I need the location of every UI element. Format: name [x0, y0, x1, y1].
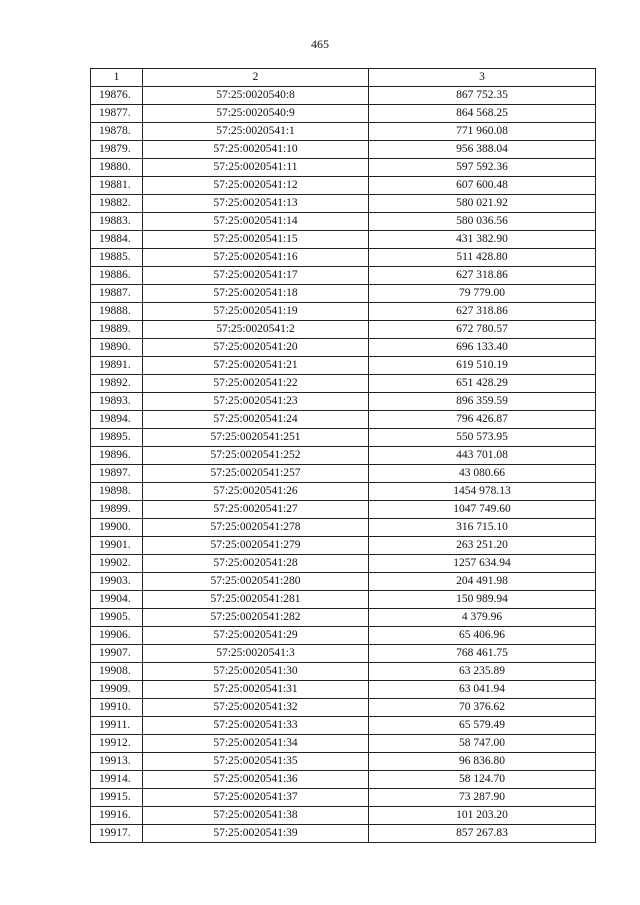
table-row	[91, 483, 596, 501]
cadastral-number-cell: 57:25:0020541:3	[143, 645, 369, 663]
value-cell: 597 592.36	[369, 159, 596, 177]
value-cell: 864 568.25	[369, 105, 596, 123]
row-number-cell: 19910.	[91, 699, 143, 717]
row-number-cell: 19894.	[91, 411, 143, 429]
row-number-cell: 19886.	[91, 267, 143, 285]
value-cell: 63 041.94	[369, 681, 596, 699]
value-cell: 1257 634.94	[369, 555, 596, 573]
value-cell: 73 287.90	[369, 789, 596, 807]
cadastral-number-cell: 57:25:0020541:280	[143, 573, 369, 591]
cadastral-number-cell: 57:25:0020541:12	[143, 177, 369, 195]
value-cell: 204 491.98	[369, 573, 596, 591]
value-cell: 65 579.49	[369, 717, 596, 735]
cadastral-number-cell: 57:25:0020541:17	[143, 267, 369, 285]
cadastral-number-cell: 57:25:0020541:282	[143, 609, 369, 627]
column-header-2: 2	[143, 69, 369, 87]
value-cell: 443 701.08	[369, 447, 596, 465]
value-cell: 619 510.19	[369, 357, 596, 375]
cadastral-number-cell: 57:25:0020541:27	[143, 501, 369, 519]
cadastral-number-cell: 57:25:0020541:26	[143, 483, 369, 501]
value-cell: 263 251.20	[369, 537, 596, 555]
value-cell: 796 426.87	[369, 411, 596, 429]
row-number-cell: 19905.	[91, 609, 143, 627]
value-cell: 431 382.90	[369, 231, 596, 249]
cadastral-number-cell: 57:25:0020541:36	[143, 771, 369, 789]
row-number-cell: 19902.	[91, 555, 143, 573]
table-row	[91, 285, 596, 303]
cadastral-number-cell: 57:25:0020541:20	[143, 339, 369, 357]
table-row	[91, 735, 596, 753]
value-cell: 58 747.00	[369, 735, 596, 753]
value-cell: 150 989.94	[369, 591, 596, 609]
table-row	[91, 645, 596, 663]
data-table	[90, 68, 596, 843]
cadastral-number-cell: 57:25:0020541:279	[143, 537, 369, 555]
table-row	[91, 159, 596, 177]
value-cell: 580 021.92	[369, 195, 596, 213]
cadastral-number-cell: 57:25:0020541:28	[143, 555, 369, 573]
cadastral-number-cell: 57:25:0020541:30	[143, 663, 369, 681]
cadastral-number-cell: 57:25:0020541:37	[143, 789, 369, 807]
value-cell: 101 203.20	[369, 807, 596, 825]
value-cell: 1047 749.60	[369, 501, 596, 519]
row-number-cell: 19885.	[91, 249, 143, 267]
cadastral-number-cell: 57:25:0020541:2	[143, 321, 369, 339]
value-cell: 607 600.48	[369, 177, 596, 195]
value-cell: 696 133.40	[369, 339, 596, 357]
cadastral-number-cell: 57:25:0020541:24	[143, 411, 369, 429]
value-cell: 651 428.29	[369, 375, 596, 393]
cadastral-number-cell: 57:25:0020541:33	[143, 717, 369, 735]
table-header-row	[91, 69, 596, 87]
row-number-cell: 19903.	[91, 573, 143, 591]
cadastral-number-cell: 57:25:0020541:29	[143, 627, 369, 645]
table-row	[91, 627, 596, 645]
row-number-cell: 19891.	[91, 357, 143, 375]
table-row	[91, 321, 596, 339]
cadastral-number-cell: 57:25:0020541:16	[143, 249, 369, 267]
table-row	[91, 411, 596, 429]
table-row	[91, 609, 596, 627]
value-cell: 768 461.75	[369, 645, 596, 663]
table-row	[91, 339, 596, 357]
value-cell: 96 836.80	[369, 753, 596, 771]
row-number-cell: 19904.	[91, 591, 143, 609]
row-number-cell: 19878.	[91, 123, 143, 141]
row-number-cell: 19908.	[91, 663, 143, 681]
row-number-cell: 19898.	[91, 483, 143, 501]
row-number-cell: 19887.	[91, 285, 143, 303]
table-row	[91, 771, 596, 789]
cadastral-number-cell: 57:25:0020541:19	[143, 303, 369, 321]
page-number: 465	[311, 37, 329, 51]
cadastral-number-cell: 57:25:0020541:257	[143, 465, 369, 483]
cadastral-number-cell: 57:25:0020541:34	[143, 735, 369, 753]
table-row	[91, 267, 596, 285]
row-number-cell: 19882.	[91, 195, 143, 213]
row-number-cell: 19879.	[91, 141, 143, 159]
row-number-cell: 19911.	[91, 717, 143, 735]
row-number-cell: 19884.	[91, 231, 143, 249]
row-number-cell: 19906.	[91, 627, 143, 645]
value-cell: 627 318.86	[369, 267, 596, 285]
table-row	[91, 87, 596, 105]
table-body	[91, 87, 596, 843]
row-number-cell: 19914.	[91, 771, 143, 789]
row-number-cell: 19909.	[91, 681, 143, 699]
value-cell: 511 428.80	[369, 249, 596, 267]
table-row	[91, 123, 596, 141]
cadastral-number-cell: 57:25:0020541:11	[143, 159, 369, 177]
value-cell: 896 359.59	[369, 393, 596, 411]
cadastral-number-cell: 57:25:0020541:252	[143, 447, 369, 465]
value-cell: 316 715.10	[369, 519, 596, 537]
cadastral-number-cell: 57:25:0020541:31	[143, 681, 369, 699]
row-number-cell: 19896.	[91, 447, 143, 465]
row-number-cell: 19915.	[91, 789, 143, 807]
table-row	[91, 213, 596, 231]
row-number-cell: 19917.	[91, 825, 143, 843]
row-number-cell: 19889.	[91, 321, 143, 339]
cadastral-number-cell: 57:25:0020541:281	[143, 591, 369, 609]
row-number-cell: 19901.	[91, 537, 143, 555]
value-cell: 956 388.04	[369, 141, 596, 159]
cadastral-number-cell: 57:25:0020541:22	[143, 375, 369, 393]
table-row	[91, 663, 596, 681]
row-number-cell: 19907.	[91, 645, 143, 663]
column-header-3: 3	[369, 69, 596, 87]
row-number-cell: 19900.	[91, 519, 143, 537]
value-cell: 43 080.66	[369, 465, 596, 483]
row-number-cell: 19881.	[91, 177, 143, 195]
cadastral-number-cell: 57:25:0020541:13	[143, 195, 369, 213]
cadastral-number-cell: 57:25:0020541:14	[143, 213, 369, 231]
row-number-cell: 19883.	[91, 213, 143, 231]
row-number-cell: 19916.	[91, 807, 143, 825]
value-cell: 4 379.96	[369, 609, 596, 627]
cadastral-number-cell: 57:25:0020540:8	[143, 87, 369, 105]
cadastral-number-cell: 57:25:0020541:1	[143, 123, 369, 141]
value-cell: 771 960.08	[369, 123, 596, 141]
table-row	[91, 591, 596, 609]
column-header-1: 1	[91, 69, 143, 87]
table-row	[91, 465, 596, 483]
value-cell: 580 036.56	[369, 213, 596, 231]
cadastral-number-cell: 57:25:0020540:9	[143, 105, 369, 123]
table-row	[91, 555, 596, 573]
cadastral-number-cell: 57:25:0020541:38	[143, 807, 369, 825]
row-number-cell: 19893.	[91, 393, 143, 411]
cadastral-number-cell: 57:25:0020541:15	[143, 231, 369, 249]
table-row	[91, 105, 596, 123]
table-row	[91, 141, 596, 159]
table-row	[91, 375, 596, 393]
table-row	[91, 177, 596, 195]
cadastral-number-cell: 57:25:0020541:10	[143, 141, 369, 159]
table-row	[91, 303, 596, 321]
table-row	[91, 573, 596, 591]
value-cell: 867 752.35	[369, 87, 596, 105]
table-row	[91, 249, 596, 267]
value-cell: 65 406.96	[369, 627, 596, 645]
row-number-cell: 19899.	[91, 501, 143, 519]
cadastral-number-cell: 57:25:0020541:23	[143, 393, 369, 411]
table-row	[91, 825, 596, 843]
value-cell: 1454 978.13	[369, 483, 596, 501]
cadastral-number-cell: 57:25:0020541:278	[143, 519, 369, 537]
cadastral-number-cell: 57:25:0020541:32	[143, 699, 369, 717]
table-row	[91, 537, 596, 555]
table-row	[91, 681, 596, 699]
table-row	[91, 501, 596, 519]
table-row	[91, 753, 596, 771]
value-cell: 550 573.95	[369, 429, 596, 447]
row-number-cell: 19876.	[91, 87, 143, 105]
table-row	[91, 447, 596, 465]
row-number-cell: 19912.	[91, 735, 143, 753]
table-row	[91, 429, 596, 447]
value-cell: 70 376.62	[369, 699, 596, 717]
row-number-cell: 19877.	[91, 105, 143, 123]
row-number-cell: 19888.	[91, 303, 143, 321]
value-cell: 63 235.89	[369, 663, 596, 681]
cadastral-number-cell: 57:25:0020541:35	[143, 753, 369, 771]
row-number-cell: 19892.	[91, 375, 143, 393]
value-cell: 672 780.57	[369, 321, 596, 339]
table-row	[91, 789, 596, 807]
table-row	[91, 393, 596, 411]
cadastral-number-cell: 57:25:0020541:21	[143, 357, 369, 375]
row-number-cell: 19890.	[91, 339, 143, 357]
table-row	[91, 195, 596, 213]
table-row	[91, 231, 596, 249]
value-cell: 58 124.70	[369, 771, 596, 789]
cadastral-number-cell: 57:25:0020541:18	[143, 285, 369, 303]
table-row	[91, 519, 596, 537]
table-row	[91, 807, 596, 825]
row-number-cell: 19880.	[91, 159, 143, 177]
table-row	[91, 699, 596, 717]
value-cell: 79 779.00	[369, 285, 596, 303]
cadastral-number-cell: 57:25:0020541:39	[143, 825, 369, 843]
row-number-cell: 19895.	[91, 429, 143, 447]
row-number-cell: 19897.	[91, 465, 143, 483]
value-cell: 627 318.86	[369, 303, 596, 321]
table-row	[91, 357, 596, 375]
value-cell: 857 267.83	[369, 825, 596, 843]
cadastral-number-cell: 57:25:0020541:251	[143, 429, 369, 447]
table-row	[91, 717, 596, 735]
row-number-cell: 19913.	[91, 753, 143, 771]
